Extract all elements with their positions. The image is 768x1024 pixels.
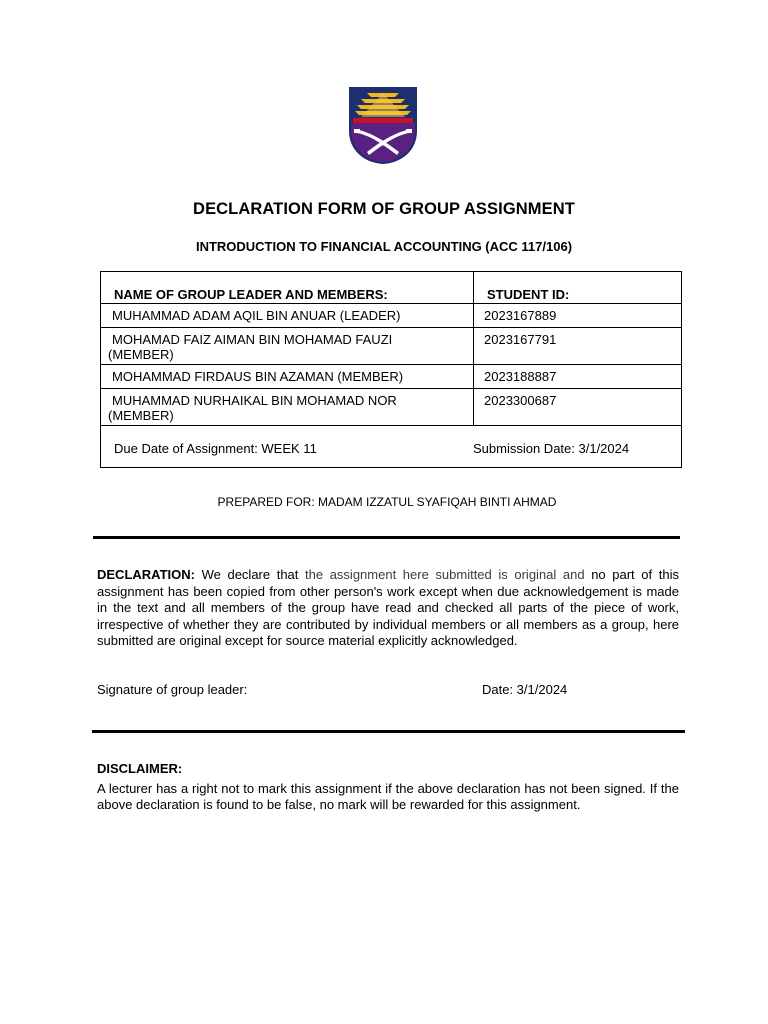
declaration-text-b: the assignment here submitted is original and	[305, 567, 585, 582]
table-row	[101, 365, 682, 389]
due-date: Due Date of Assignment: WEEK 11	[114, 441, 317, 456]
signature-date: Date: 3/1/2024	[482, 682, 568, 697]
member-role: (MEMBER)	[108, 347, 174, 362]
student-id: 2023167791	[484, 332, 557, 347]
course-title: INTRODUCTION TO FINANCIAL ACCOUNTING (ACC 117/106)	[195, 239, 573, 254]
disclaimer-text: A lecturer has a right not to mark this assignment if the above declaration has not been signed. If the above declaration is found to be false, no mark will be rewarded for this assignment.	[97, 781, 679, 812]
member-name: MOHAMMAD FIRDAUS BIN AZAMAN (MEMBER)	[112, 369, 404, 384]
disclaimer-label: DISCLAIMER:	[97, 761, 183, 776]
student-id: 2023167889	[484, 308, 557, 323]
declaration-paragraph	[97, 567, 679, 650]
group-members-table	[100, 271, 682, 468]
declaration-text-a: We declare that	[201, 567, 299, 582]
member-name: MUHAMMAD NURHAIKAL BIN MOHAMAD NOR	[112, 393, 397, 408]
id-column-header: STUDENT ID:	[474, 272, 682, 304]
table-header-row	[101, 272, 682, 304]
table-row	[101, 389, 682, 426]
divider	[92, 730, 685, 733]
member-name: MOHAMAD FAIZ AIMAN BIN MOHAMAD FAUZI	[112, 332, 393, 347]
table-row	[101, 304, 682, 328]
signature-label: Signature of group leader:	[97, 682, 248, 697]
table-row	[101, 328, 682, 365]
name-column-header: NAME OF GROUP LEADER AND MEMBERS:	[101, 272, 474, 304]
submission-date: Submission Date: 3/1/2024	[473, 441, 630, 456]
dates-row	[101, 426, 682, 468]
document-title: DECLARATION FORM OF GROUP ASSIGNMENT	[193, 200, 575, 218]
divider	[93, 536, 680, 539]
member-role: (MEMBER)	[108, 408, 174, 423]
prepared-for: PREPARED FOR: MADAM IZZATUL SYAFIQAH BINTI AHMAD	[217, 495, 557, 509]
member-name: MUHAMMAD ADAM AQIL BIN ANUAR (LEADER)	[112, 308, 401, 323]
declaration-text-c: no part of this assignment has been copied from other person's work except when due acknowledgement is made in the text and all members of the group have read and checked all parts of the piece of work, irrespective of whether they are contributed by individual members or all members as a group, here submitted are original except for source material explicitly acknowledged.	[97, 567, 679, 649]
university-crest-logo	[347, 85, 419, 165]
declaration-label: DECLARATION:	[97, 567, 195, 582]
student-id: 2023188887	[484, 369, 557, 384]
student-id: 2023300687	[484, 393, 557, 408]
